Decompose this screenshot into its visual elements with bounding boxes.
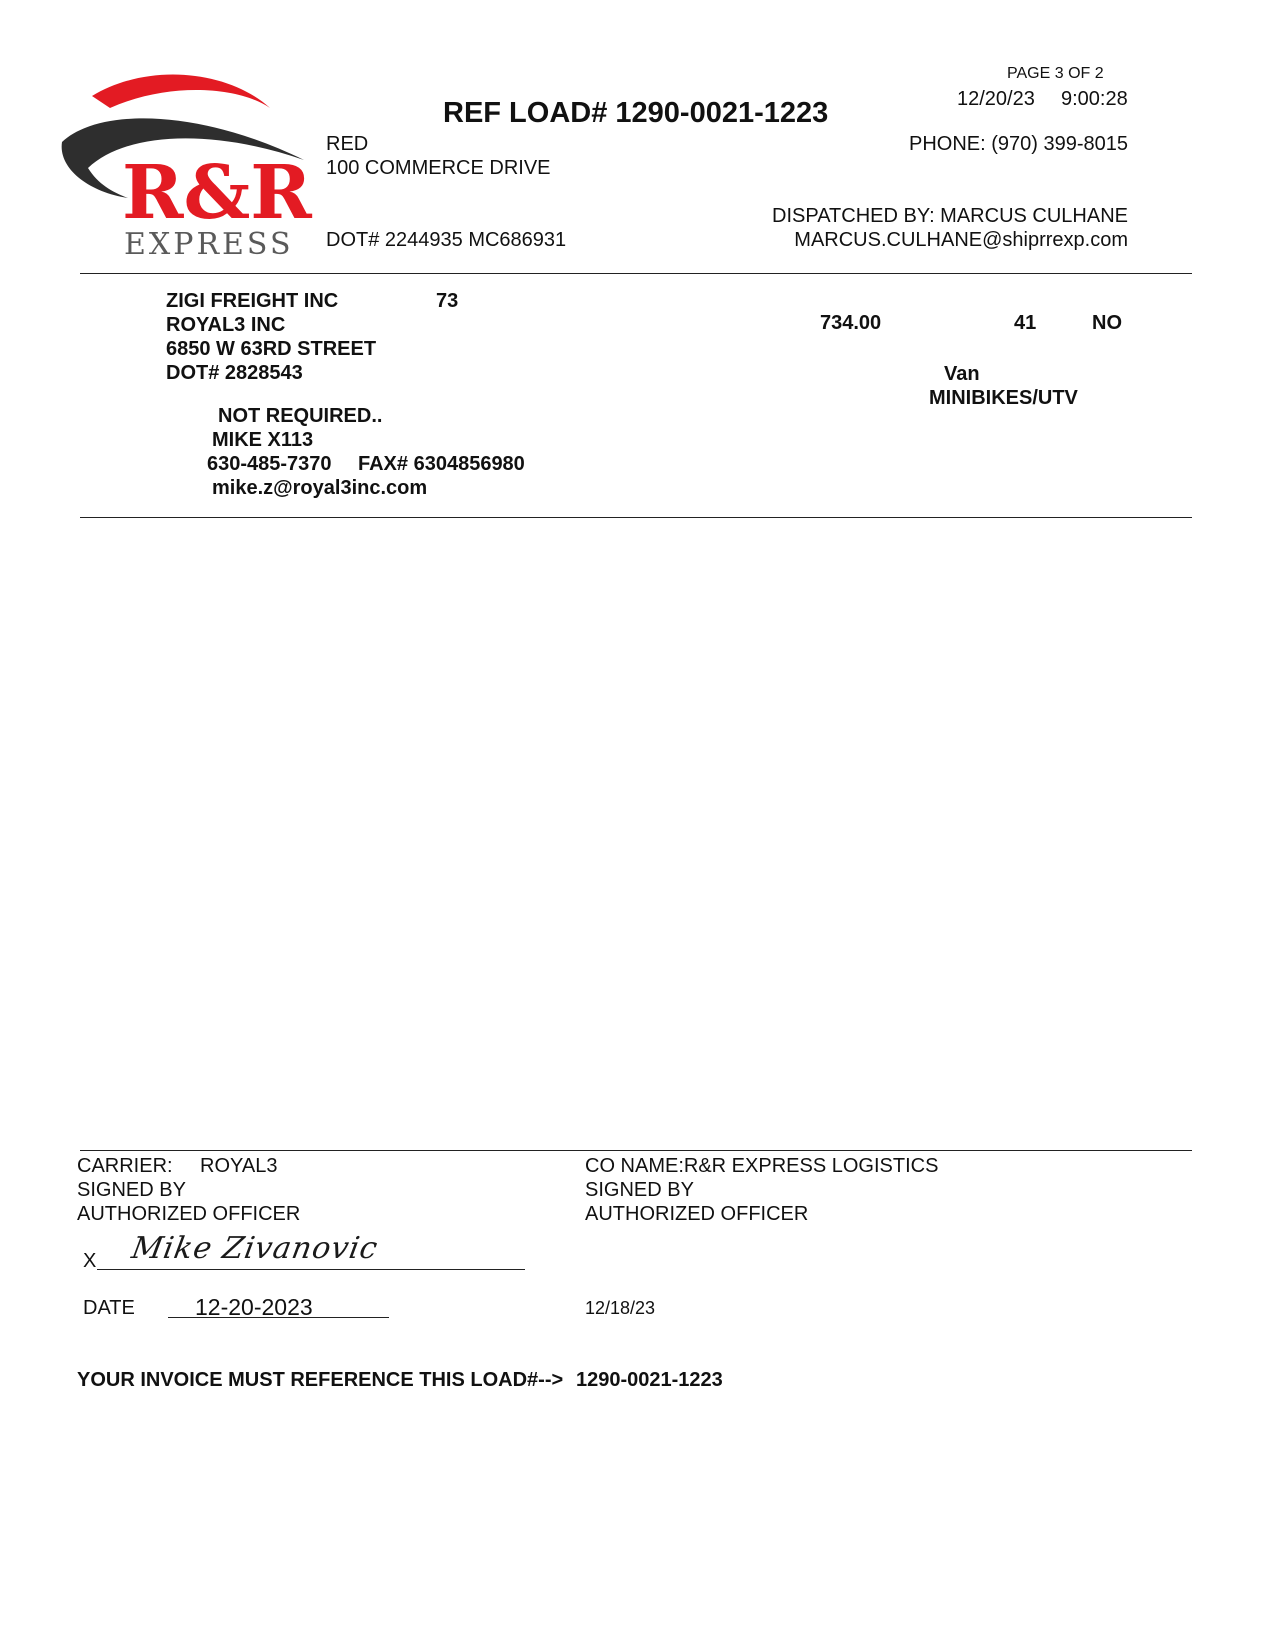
company-name: RED (326, 133, 369, 155)
load-count: 41 (1014, 312, 1037, 334)
dispatched-by: DISPATCHED BY: MARCUS CULHANE (772, 205, 1128, 227)
header-time: 9:00:28 (1061, 88, 1128, 110)
carrier-label: CARRIER: (77, 1155, 173, 1177)
carrier-phone: 630-485-7370 (207, 453, 332, 475)
dispatcher-email[interactable]: MARCUS.CULHANE@shiprrexp.com (794, 229, 1128, 251)
carrier-value: ROYAL3 (200, 1155, 278, 1177)
signature-x-mark: X (83, 1250, 97, 1272)
co-signed-by-label: SIGNED BY (585, 1179, 694, 1201)
page-title: REF LOAD# 1290-0021-1223 (443, 97, 829, 129)
details-divider (80, 517, 1192, 518)
carrier-email[interactable]: mike.z@royal3inc.com (212, 477, 428, 499)
invoice-note: YOUR INVOICE MUST REFERENCE THIS LOAD#--> (77, 1369, 564, 1391)
company-phone: PHONE: (970) 399-8015 (908, 133, 1128, 155)
co-name: CO NAME:R&R EXPRESS LOGISTICS (585, 1155, 939, 1177)
load-equipment: Van (944, 363, 980, 385)
footer-load-number: 1290-0021-1223 (576, 1369, 723, 1391)
signature-line[interactable] (97, 1269, 525, 1270)
signed-date: 12-20-2023 (195, 1294, 313, 1320)
header-date: 12/20/23 (957, 88, 1035, 110)
rr-express-logo-graphic (58, 68, 334, 274)
carrier-address: 6850 W 63RD STREET (166, 338, 377, 360)
header-divider (80, 273, 1192, 274)
authorized-officer-label: AUTHORIZED OFFICER (77, 1203, 301, 1225)
carrier-contact: MIKE X113 (212, 429, 314, 451)
company-address: 100 COMMERCE DRIVE (326, 157, 551, 179)
signed-by-label: SIGNED BY (77, 1179, 186, 1201)
load-flag: NO (1092, 312, 1122, 334)
carrier-company: ROYAL3 INC (166, 314, 286, 336)
carrier-note: NOT REQUIRED.. (218, 405, 383, 427)
load-amount: 734.00 (820, 312, 882, 334)
signature-divider (80, 1150, 1192, 1151)
load-commodity: MINIBIKES/UTV (929, 387, 1078, 409)
carrier-name: ZIGI FREIGHT INC (166, 290, 339, 312)
logo-brand-text: R&R (122, 150, 312, 236)
carrier-number: 73 (436, 290, 459, 312)
page-label: PAGE 3 OF 2 (1007, 65, 1104, 82)
date-label: DATE (83, 1297, 135, 1319)
carrier-dot: DOT# 2828543 (166, 362, 303, 384)
logo-sub-text: EXPRESS (124, 227, 294, 262)
co-date: 12/18/23 (585, 1298, 656, 1318)
company-dot: DOT# 2244935 MC686931 (326, 229, 567, 251)
company-logo (58, 68, 334, 274)
carrier-fax: FAX# 6304856980 (358, 453, 525, 475)
carrier-signature: Mike Zivanovic (128, 1231, 381, 1266)
co-authorized-officer-label: AUTHORIZED OFFICER (585, 1203, 809, 1225)
